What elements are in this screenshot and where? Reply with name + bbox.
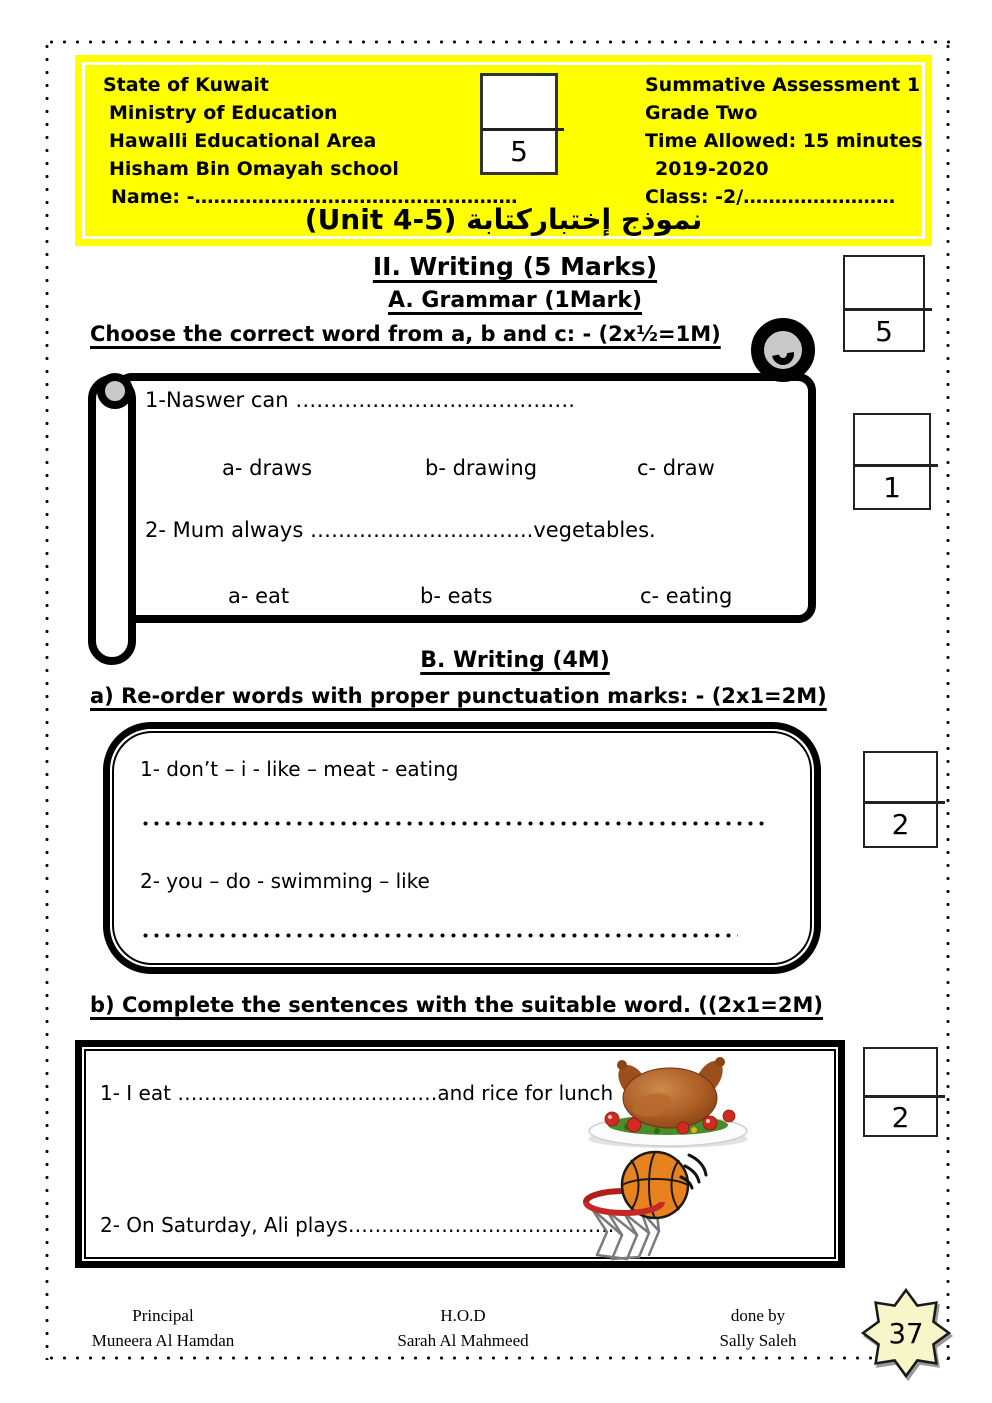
grammar-q1-option-a: a- draws	[222, 456, 313, 480]
footer-done-by	[643, 1303, 873, 1353]
reorder-score-box	[863, 751, 938, 848]
header-exam-block	[645, 71, 923, 211]
footer-role: H.O.D	[440, 1306, 486, 1325]
footer-hod	[348, 1303, 578, 1353]
exam-line: 2019-2020	[655, 158, 769, 180]
org-line: Hisham Bin Omayah school	[109, 158, 399, 180]
footer-principal	[48, 1303, 278, 1353]
basketball-hoop-image	[577, 1147, 715, 1273]
complete-heading	[90, 993, 823, 1017]
grammar-scroll-frame	[88, 318, 820, 670]
header-box-inner	[82, 62, 925, 239]
reorder-answer-line-1	[140, 821, 768, 826]
page-border-left	[45, 40, 49, 1360]
complete-box	[75, 1040, 845, 1268]
scroll-curl-top-right-icon	[751, 318, 815, 382]
class-line: Class: -2/……………………	[645, 186, 896, 208]
unit-title: نموذج إختباركتابة (Unit 4-5)	[304, 203, 703, 236]
turkey-plate-image	[582, 1055, 754, 1151]
header-box	[75, 55, 932, 246]
footer-name: Muneera Al Hamdan	[91, 1331, 235, 1350]
page-number: 37	[888, 1317, 924, 1351]
page-number-badge-icon	[860, 1287, 952, 1379]
header-org-block	[103, 71, 518, 211]
page-border-right	[946, 40, 950, 1360]
grammar-score-divider	[854, 464, 938, 467]
page-border-bottom	[45, 1356, 950, 1360]
grammar-q2-option-c: c- eating	[640, 584, 733, 608]
scroll-curl-hook	[768, 339, 799, 370]
org-line: Hawalli Educational Area	[109, 130, 377, 152]
footer-role: Principal	[132, 1306, 194, 1325]
mark-box-value: 5	[510, 135, 528, 168]
section-writing-title	[90, 252, 940, 281]
complete-heading-text: b) Complete the sentences with the suitable word. ((2x1=2M)	[90, 993, 823, 1017]
footer-role: done by	[730, 1306, 786, 1325]
reorder-score-divider	[864, 801, 945, 804]
exam-line: Summative Assessment 1	[645, 74, 921, 96]
reorder-heading-text: a) Re-order words with proper punctuation marks: - (2x1=2M)	[90, 684, 827, 708]
writing-b-heading-text: B. Writing (4M)	[420, 648, 610, 673]
complete-item-1: 1- I eat …………………………………and rice for lunch	[100, 1081, 614, 1105]
org-line: Ministry of Education	[109, 102, 338, 124]
writing-score-value: 5	[875, 315, 893, 348]
grammar-score-value: 1	[883, 471, 901, 504]
mark-box-divider	[482, 128, 564, 131]
grammar-q2-text: 2- Mum always …………………………..vegetables.	[145, 518, 656, 542]
org-line: State of Kuwait	[103, 74, 269, 96]
reorder-item-2: 2- you – do - swimming – like	[140, 869, 430, 893]
grammar-heading-text: A. Grammar (1Mark)	[387, 288, 643, 313]
exam-line: Time Allowed: 15 minutes	[645, 130, 923, 152]
complete-score-box	[863, 1047, 938, 1137]
reorder-heading	[90, 684, 827, 708]
complete-score-divider	[864, 1095, 945, 1098]
header-mark-box	[480, 73, 558, 175]
grammar-heading	[90, 288, 940, 313]
grammar-q2-option-b: b- eats	[420, 584, 493, 608]
complete-score-value: 2	[891, 1101, 910, 1134]
reorder-answer-line-2	[140, 933, 738, 938]
grammar-q2-option-a: a- eat	[228, 584, 290, 608]
grammar-q1-text: 1-Naswer can ………………………………….	[145, 388, 575, 412]
grammar-q1-option-c: c- draw	[637, 456, 715, 480]
writing-b-heading	[90, 648, 940, 673]
reorder-box	[103, 722, 821, 974]
section-writing-title-text: II. Writing (5 Marks)	[372, 252, 658, 281]
scroll-left-roll	[88, 375, 136, 665]
page-border-top	[45, 40, 950, 44]
grammar-instruction-text: Choose the correct word from a, b and c: - (2x½=1M)	[90, 322, 721, 346]
student-name-line: Name: -……………………………………………	[111, 186, 518, 208]
reorder-item-1: 1- don’t – i - like – meat - eating	[140, 757, 459, 781]
footer-name: Sally Saleh	[719, 1331, 797, 1350]
reorder-score-value: 2	[891, 808, 910, 841]
grammar-q1-option-b: b- drawing	[425, 456, 538, 480]
exam-line: Grade Two	[645, 102, 758, 124]
grammar-score-box	[853, 413, 931, 510]
scroll-curl-top-left-icon	[97, 373, 133, 409]
footer-name: Sarah Al Mahmeed	[397, 1331, 529, 1350]
complete-item-2: 2- On Saturday, Ali plays…………………………………..	[100, 1213, 621, 1237]
